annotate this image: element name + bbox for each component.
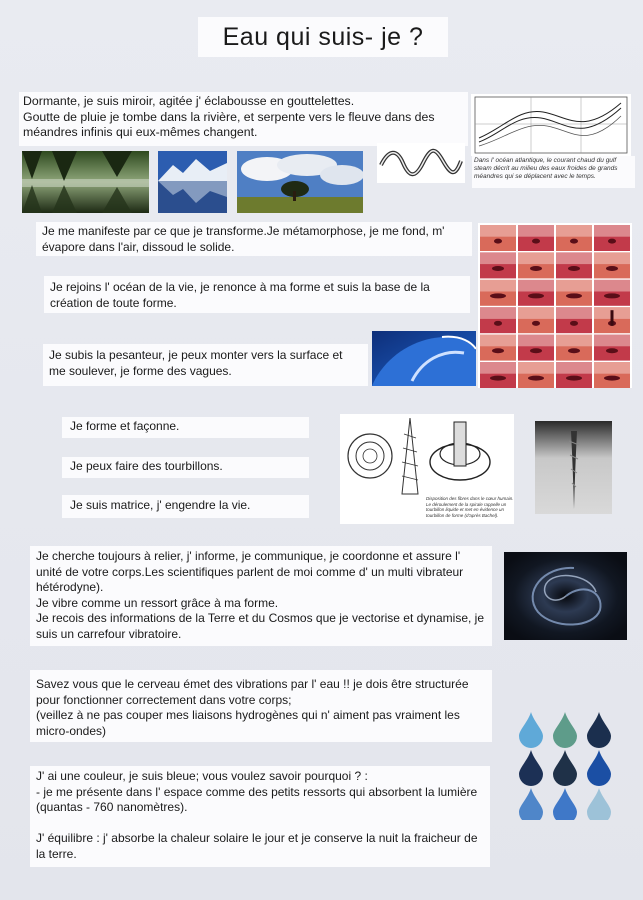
ocean-text: Je rejoins l' océan de la vie, je renonce à ma forme et suis la base de la création de toute forme.: [44, 276, 470, 313]
splash-frame: [480, 362, 516, 388]
water-drop: [553, 788, 577, 820]
splash-frame: [518, 225, 554, 251]
splash-frame: [480, 252, 516, 278]
water-drop: [587, 712, 611, 748]
splash-frame: [556, 280, 592, 306]
splash-frame: [518, 362, 554, 388]
shell-caption: Disposition des fibres dans le cœur humain. Le déroulement de la spirale rappelle un tourbillon liquide et met en évidence un tourbillon de forme (d'après Bachel).: [426, 496, 514, 518]
gravity-text: Je subis la pesanteur, je peux monter vers la surface et me soulever, je forme des vagues.: [43, 344, 368, 386]
connect-text: Je cherche toujours à relier, j' informe, je communique, je coordonne et assure l' unité de votre corps.Les scientifiques parlent de moi comme d' un multi vibrateur hétérodyne). Je vibre comme un ressort grâce à ma forme. Je recois des informations de la Terre et du Cosmos que je vectorise et dynamise, je suis un carrefour vibratoire.: [30, 546, 492, 646]
shape-text: Je forme et façonne.: [62, 417, 309, 438]
splash-frame: [556, 252, 592, 278]
color-text: J' ai une couleur, je suis bleue; vous voulez savoir pourquoi ? : - je me présente dans l' espace comme des petits ressorts qui absorbent la lumière (quantas - 760 nanomètres). J' équilibre : j' absorbe la chaleur solaire le jour et je conserve la nuit la fraicheur de la terre.: [30, 766, 490, 867]
splash-frame: [556, 362, 592, 388]
mountain-lake-photo: [158, 151, 227, 213]
water-drop: [553, 750, 577, 786]
matrix-text: Je suis matrice, j' engendre la vie.: [62, 495, 309, 518]
brain-text: Savez vous que le cerveau émet des vibrations par l' eau !! je dois être structurée pour fonctionner correctement dans votre corps; (veillez à ne pas couper mes liaisons hydrogènes qui n' aiment pas vraiment les micro-ondes): [30, 670, 492, 742]
water-drop: [519, 750, 543, 786]
whirlpool-photo: [504, 552, 627, 640]
splash-frame: [556, 225, 592, 251]
splash-frame: [480, 225, 516, 251]
splash-frame: [480, 307, 516, 333]
splash-frame: [518, 252, 554, 278]
splash-frame: [594, 225, 630, 251]
tree-clouds-photo: [237, 151, 363, 213]
vortex-funnel-photo: [535, 421, 612, 514]
page-title: Eau qui suis- je ?: [198, 17, 448, 57]
water-drop: [587, 750, 611, 786]
meander-drawing: [377, 143, 465, 183]
splash-frame: [556, 307, 592, 333]
splash-frame: [480, 335, 516, 361]
splash-frame: [518, 307, 554, 333]
colored-drops: [517, 708, 617, 820]
splash-frame: [518, 280, 554, 306]
splash-frame: [556, 335, 592, 361]
splash-frame: [594, 362, 630, 388]
splash-frame: [594, 252, 630, 278]
splash-frame: [518, 335, 554, 361]
water-drop: [587, 788, 611, 820]
vortex-text: Je peux faire des tourbillons.: [62, 457, 309, 478]
splash-frame: [594, 280, 630, 306]
gulf-stream-caption: Dans l' océan atlantique, le courant chaud du gulf steam décrit au milieu des eaux froides de grands méandres qui se déplacent avec le temps.: [472, 156, 635, 188]
gulf-stream-diagram: [471, 94, 631, 156]
forest-reflection-photo: [22, 151, 149, 213]
water-drop: [553, 712, 577, 748]
droplet-sequence-photos: [478, 223, 632, 388]
splash-frame: [480, 280, 516, 306]
water-drop: [519, 788, 543, 820]
splash-frame: [594, 335, 630, 361]
splash-frame: [594, 307, 630, 333]
transform-text: Je me manifeste par ce que je transforme.Je métamorphose, je me fond, m' évapore dans l'air, dissoud le solide.: [36, 222, 472, 256]
water-drop: [519, 712, 543, 748]
intro-text: Dormante, je suis miroir, agitée j' éclabousse en gouttelettes. Goutte de pluie je tombe dans la rivière, et serpente vers le fleuve dans des méandres infinis qui eux-mêmes changent.: [19, 92, 468, 146]
wave-photo: [372, 331, 476, 386]
